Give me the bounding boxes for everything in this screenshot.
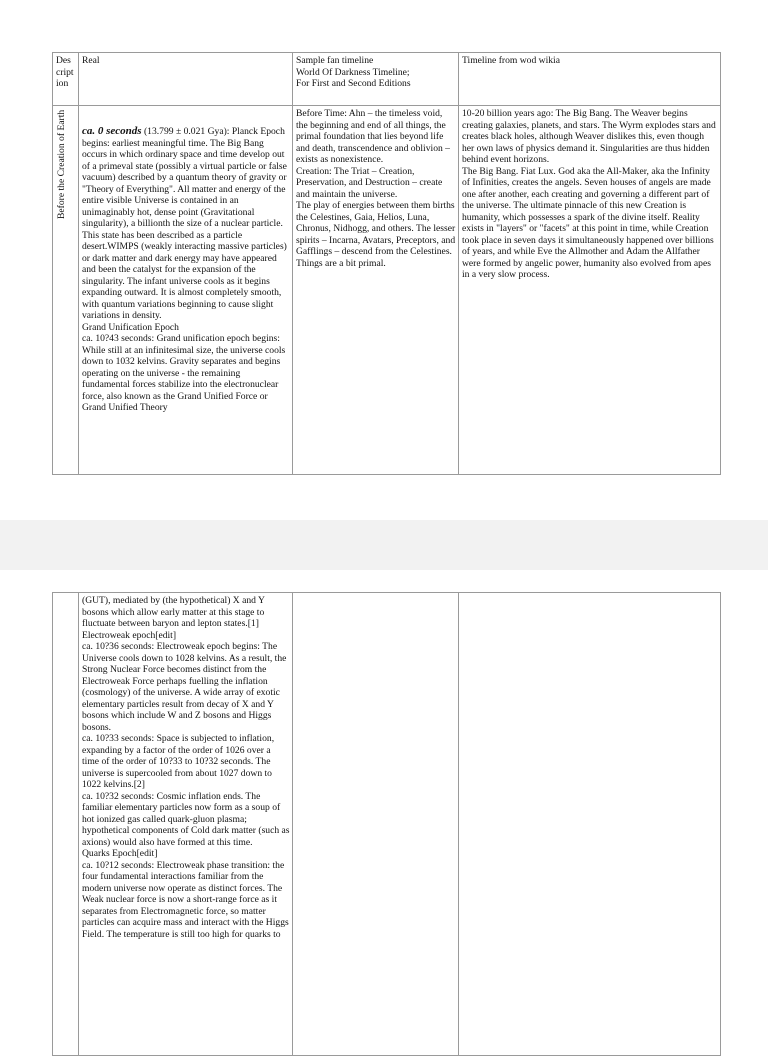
header-fan-line-1: Sample fan timeline (296, 55, 374, 66)
real-paragraph: ca. 10?43 seconds: Grand unification epoch begins: While still at an infinitesimal size, the universe cools down to 1032 kelvins. Gravity separates and begins operating on the universe - the remaining fundamental forces stabilize into the electronuclear force, also known as the Grand Unified Force or Grand Unified Theory (82, 333, 286, 413)
real-paragraph: Quarks Epoch[edit] (82, 848, 158, 859)
real-paragraph: ca. 10?12 seconds: Electroweak phase transition: the four fundamental interactions familiar from the modern universe now operate as distinct forces. The Weak nuclear force is now a short-range force as it separates from Electromagnetic force, so matter particles can acquire mass and interact with the Higgs Field. The temperature is still too high for quarks to (82, 859, 289, 940)
wiki-cell (459, 106, 721, 475)
header-fan-line-3: For First and Second Editions (296, 78, 411, 89)
fan-cell (293, 106, 459, 475)
real-paragraph: ca. 10?32 seconds: Cosmic inflation ends. The familiar elementary particles now form as a soup of hot ionized gas called quark-gluon plasma; hypothetical components of Cold dark matter (such as axions) would also have formed at this time. (82, 790, 290, 848)
fan-cell (293, 593, 459, 1056)
header-wiki-timeline: Timeline from wod wikia (459, 53, 721, 106)
timeline-table-page-1 (52, 52, 721, 475)
row-side-label-cell (53, 593, 79, 1056)
wiki-paragraph: 10-20 billion years ago: The Big Bang. The Weaver begins creating galaxies, planets, and stars. The Wyrm explodes stars and creates black holes, although Weaver dislikes this, even though her own laws of physics demand it. Singularities are thus hidden behind event horizons. (462, 108, 716, 165)
table-row (53, 106, 721, 475)
real-paragraph: ca. 10?33 seconds: Space is subjected to inflation, expanding by a factor of the order of 1026 over a time of the order of 10?33 to 10?32 seconds. The universe is supercooled from about 1027 down to 1022 kelvins.[2] (82, 733, 275, 790)
header-real: Real (79, 53, 293, 106)
row-side-label-cell (53, 106, 79, 475)
real-cell (79, 593, 293, 1056)
wiki-paragraph: The Big Bang. Fiat Lux. God aka the All-Maker, aka the Infinity of Infinities, creates the angels. Seven houses of angels are made one after another, each creating and governing a different part of the universe. The ultimate pinnacle of this new Creation is humanity, which possesses a spark of the divine itself. Reality exists in "layers" or "facets" at this point in time, while Creation took place in seven days it simultaneously happened over billions of years, and while Eve the Allmother and Adam the Allfather were formed by angelic power, humanity also evolved from apes in a very slow process. (462, 165, 714, 280)
wiki-cell (459, 593, 721, 1056)
real-paragraph (82, 126, 290, 322)
real-paragraph: ca. 10?36 seconds: Electroweak epoch begins: The Universe cools down to 1028 kelvins. As a result, the Strong Nuclear Force becomes distinct from the Electroweak Force perhaps fuelling the inflation (cosmology) of the universe. A wide array of exotic elementary particles result from decay of X and Y bosons which include W and Z bosons and Higgs bosons. (82, 641, 287, 733)
document-page-1 (0, 0, 768, 520)
header-fan-line-2: World Of Darkness Timeline; (296, 66, 410, 78)
document-page-2 (0, 570, 768, 1024)
header-description: Des cript ion (53, 53, 79, 106)
page-gap (0, 520, 768, 570)
real-cell (79, 106, 293, 475)
table-row (53, 593, 721, 1056)
real-intro-emphasis: ca. 0 seconds (82, 125, 142, 137)
fan-paragraph: Before Time: Ahn – the timeless void, the beginning and end of all things, the primal foundation that lies beyond life and death, transcendence and oblivion – exists as nonexistence. (296, 108, 450, 165)
header-fan-timeline (293, 53, 459, 106)
real-paragraph: (GUT), mediated by (the hypothetical) X and Y bosons which allow early matter at this stage to fluctuate between baryon and lepton states.[1] (82, 595, 265, 629)
real-paragraph: Grand Unification Epoch (82, 321, 179, 333)
fan-paragraph: Creation: The Triat – Creation, Preservation, and Destruction – create and maintain the universe. (296, 165, 443, 200)
real-intro-text: (13.799 ± 0.021 Gya): Planck Epoch begins: earliest meaningful time. The Big Bang occurs in which ordinary space and time develop out of a primeval state (possibly a virtual particle or false vacuum) described by a quantum theory of gravity or "Theory of Everything". All matter and energy of the entire visible Universe is contained in an unimaginably hot, dense point (Gravitational singularity), a billionth the size of a nuclear particle. This state has been described as a particle desert.WIMPS (weakly interacting massive particles) or dark matter and dark energy may have appeared and been the catalyst for the expansion of the singularity. The infant universe cools as it begins expanding outward. It is almost completely smooth, with quantum variations beginning to cause slight variations in density. (82, 126, 287, 321)
real-paragraph: Electroweak epoch[edit] (82, 629, 177, 641)
side-label: Before the Creation of Earth (56, 110, 67, 220)
fan-paragraph: The play of energies between them births the Celestines, Gaia, Helios, Luna, Chronus, Nidhogg, and others. The lesser spirits – Incarna, Avatars, Preceptors, and Gafflings – descend from the Celestines. Things are a bit primal. (296, 200, 456, 269)
table-header-row (53, 53, 721, 106)
timeline-table-page-2 (52, 592, 721, 1056)
